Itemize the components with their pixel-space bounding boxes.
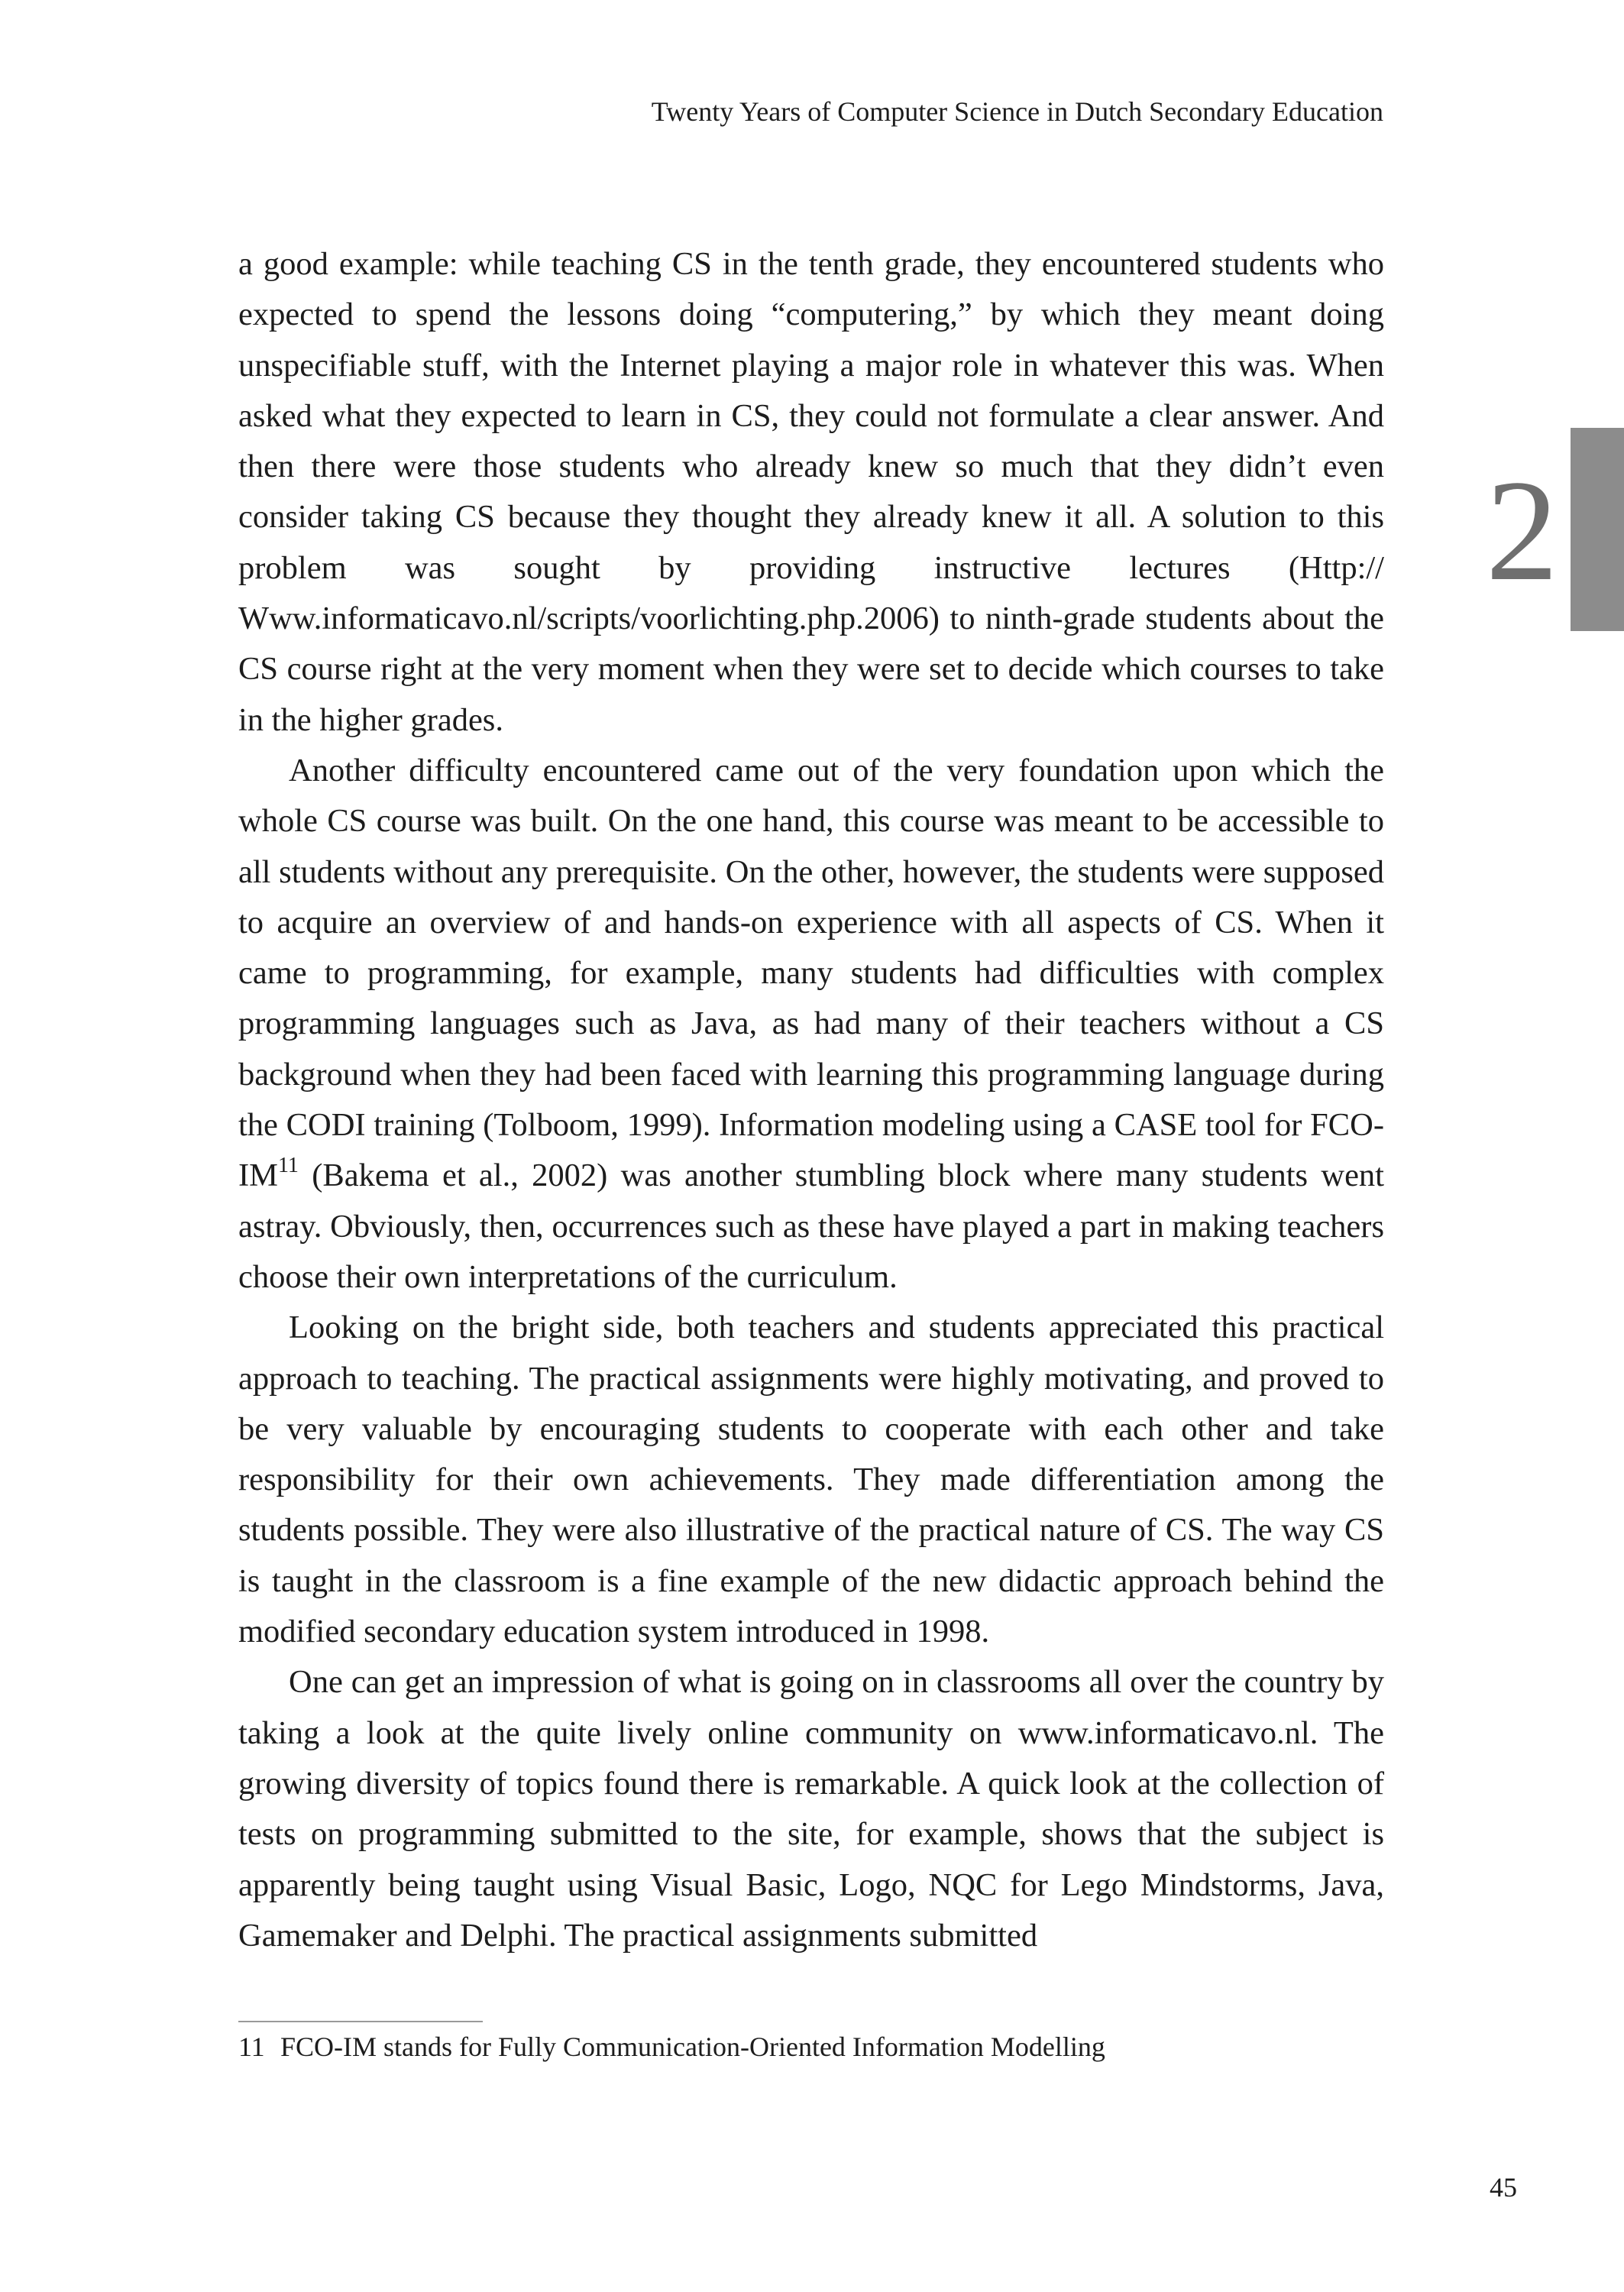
paragraph-3: Looking on the bright side, both teachers and students appreciated this practical approach to teaching. The practical assignments were highly motivating, and proved to be very valuable by encouraging students to cooperate with each other and take responsibility for their own achievements. They made differentiation among the students possible. They were also illustrative of the practical nature of CS. The way CS is taught in the classroom is a fine example of the new didactic approach behind the modified secondary education system introduced in 1998. [238,1309,1384,1650]
chapter-tab-marker [1571,428,1624,631]
footnote-divider [238,2021,483,2022]
paragraph-1: a good example: while teaching CS in the tenth grade, they encountered students who expected to spend the lessons doing “computering,” by which they meant doing unspecifiable stuff, with the Internet playing a major role in whatever this was. When asked what they expected to learn in CS, they could not formulate a clear answer. And then there were those students who already knew so much that they didn’t even consider taking CS because they thought they already knew it all. A solution to this problem was sought by providing instructive lectures (Http:// Www.informaticavo.nl/scripts/voorlichting.php.2006) to ninth-grade students about the CS course right at the very moment when they were set to decide which courses to take in the higher grades. [238,246,1384,738]
paragraph-2 [238,746,1384,1303]
paragraph-2-text-before-ref: Another difficulty encountered came out of the very foundation upon which the whole CS course was built. On the one hand, this course was meant to be accessible to all students without any prerequisite. On the other, however, the students were supposed to acquire an overview of and hands-on experience with all aspects of CS. When it came to programming, for example, many students had difficulties with complex programming languages such as Java, as had many of their teachers without a CS background when they had been faced with learning this programming language during the CODI training (Tolboom, 1999). Information modeling using a CASE tool for FCO-IM [238,752,1384,1194]
page-number: 45 [1490,2172,1517,2203]
paragraph-4: One can get an impression of what is going on in classrooms all over the country by taking a look at the quite lively online community on www.informaticavo.nl. The growing diversity of topics found there is remarkable. A quick look at the collection of tests on programming submitted to the site, for example, shows that the subject is apparently being taught using Visual Basic, Logo, NQC for Lego Mindstorms, Java, Gamemaker and Delphi. The practical assignments submitted [238,1664,1384,1954]
footnote-text: FCO-IM stands for Fully Communication-Oriented Information Modelling [280,2031,1105,2062]
running-head: Twenty Years of Computer Science in Dutch Secondary Education [651,96,1383,127]
chapter-number: 2 [1486,451,1558,611]
footnote-reference[interactable]: 11 [277,1154,299,1178]
footnote [238,2028,1105,2066]
paragraph-2-text-after-ref: (Bakema et al., 2002) was another stumbling block where many students went astray. Obviously, then, occurrences such as these have played a part in making teachers choose their own interpretations of the curriculum. [238,1157,1384,1295]
body-text [238,239,1384,1961]
footnote-number: 11 [238,2031,265,2062]
